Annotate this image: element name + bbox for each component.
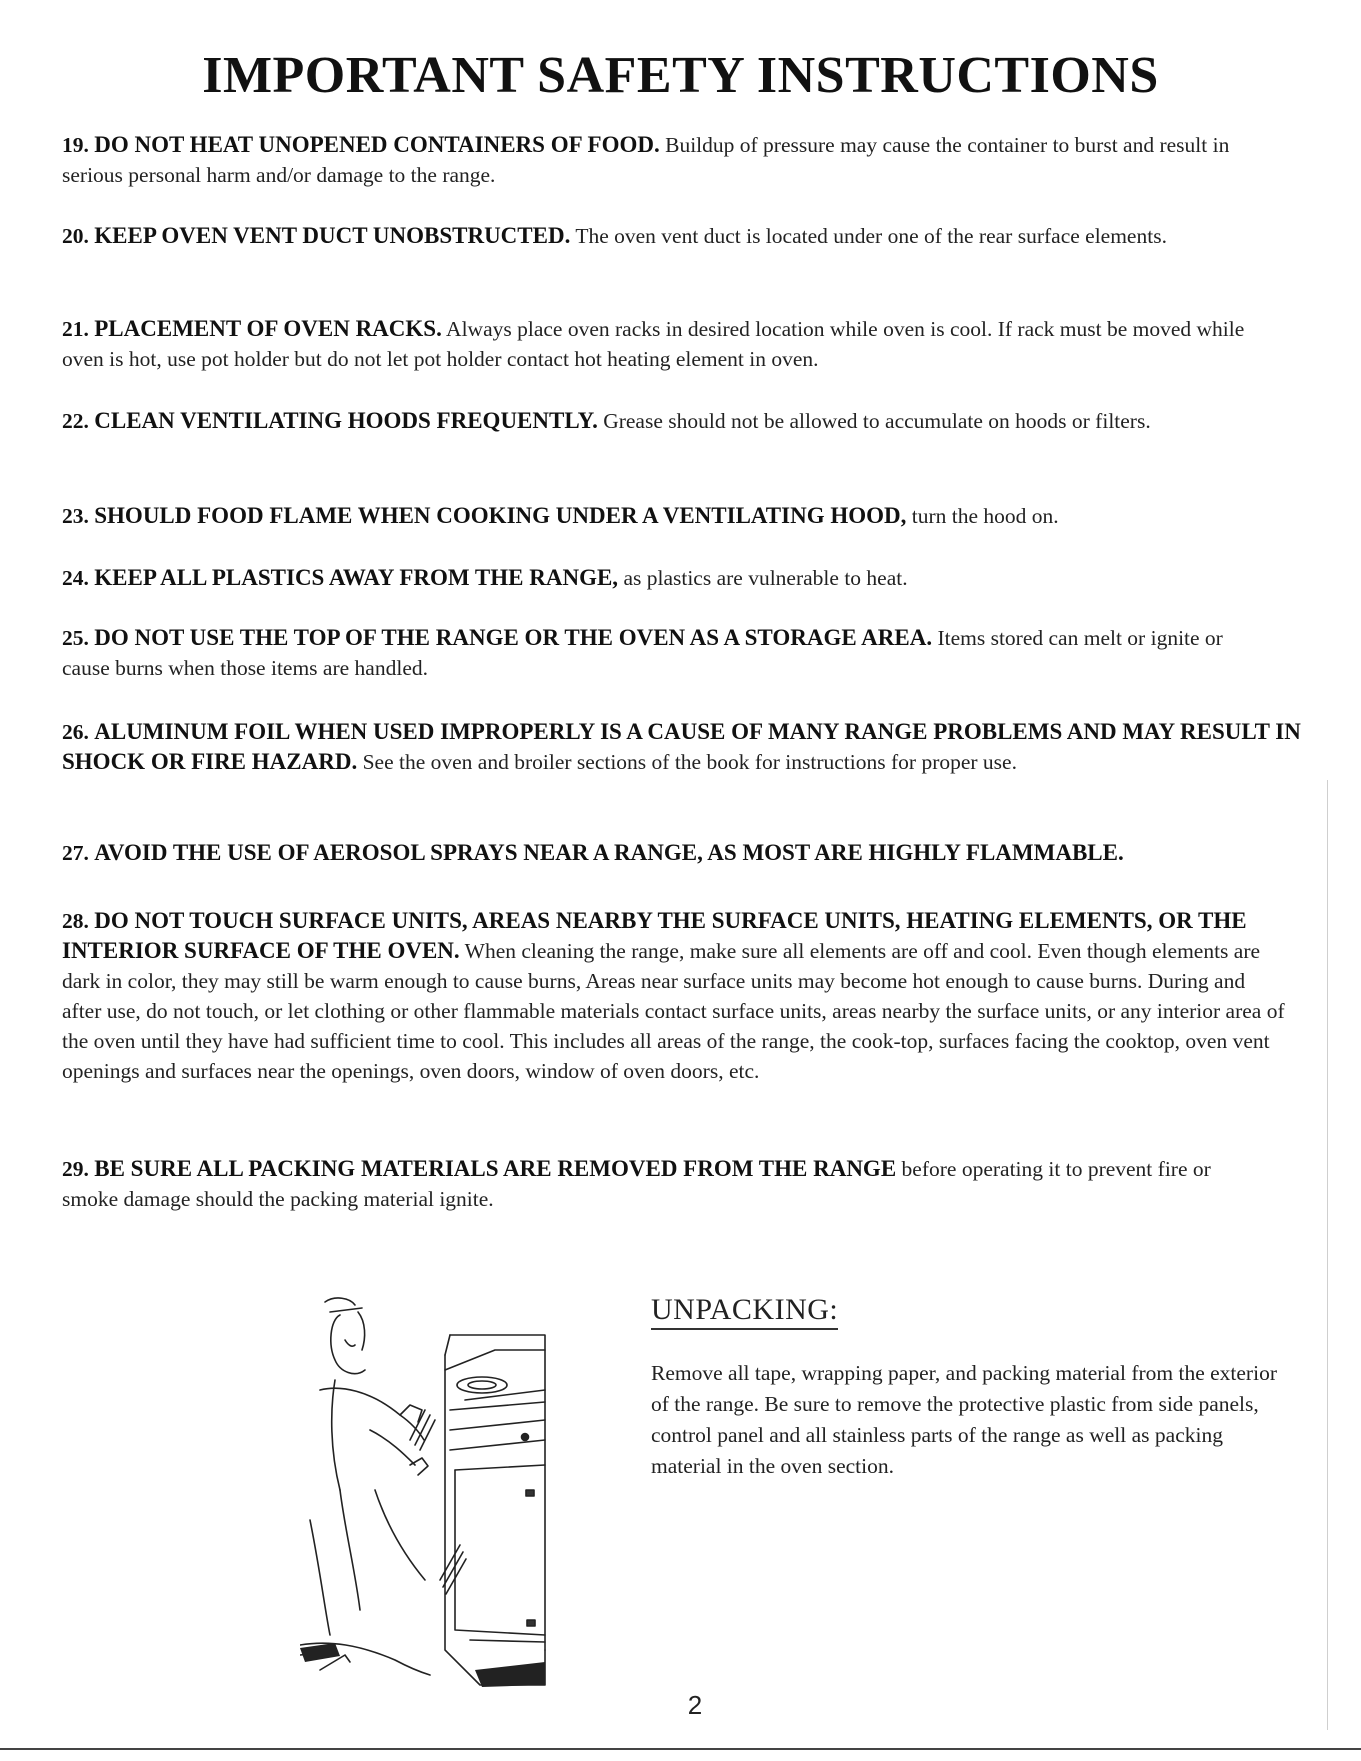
item-body: Grease should not be allowed to accumulate on hoods or filters. (603, 409, 1151, 433)
item-number: 27. (62, 841, 89, 865)
safety-item-27 (62, 838, 1322, 868)
item-body: before operating it to prevent fire or smoke damage should the packing material ignite. (62, 1157, 1211, 1211)
item-lead: KEEP OVEN VENT DUCT UNOBSTRUCTED. (94, 223, 571, 248)
item-lead: ALUMINUM FOIL WHEN USED IMPROPERLY IS A CAUSE OF MANY RANGE PROBLEMS AND MAY RESULT IN SHOCK OR FIRE HAZARD. (62, 719, 1301, 774)
safety-item-24 (62, 563, 1292, 593)
unpacking-illustration (300, 1290, 580, 1690)
item-number: 29. (62, 1157, 89, 1181)
item-number: 26. (62, 720, 89, 744)
safety-item-28 (62, 906, 1287, 1086)
item-number: 22. (62, 409, 89, 433)
page-title: IMPORTANT SAFETY INSTRUCTIONS (202, 47, 1159, 104)
item-lead: PLACEMENT OF OVEN RACKS. (94, 316, 442, 341)
item-lead: DO NOT TOUCH SURFACE UNITS, AREAS NEARBY THE SURFACE UNITS, HEATING ELEMENTS, OR THE INTERIOR SURFACE OF THE OVEN. (62, 908, 1247, 963)
item-lead: BE SURE ALL PACKING MATERIALS ARE REMOVED FROM THE RANGE (94, 1156, 897, 1181)
item-lead: CLEAN VENTILATING HOODS FREQUENTLY. (94, 408, 598, 433)
item-body: Items stored can melt or ignite or cause burns when those items are handled. (62, 626, 1223, 680)
item-body: See the oven and broiler sections of the book for instructions for proper use. (362, 750, 1017, 774)
item-number: 20. (62, 224, 89, 248)
safety-item-19 (62, 130, 1252, 190)
item-lead: DO NOT HEAT UNOPENED CONTAINERS OF FOOD. (94, 132, 660, 157)
unpacking-body: Remove all tape, wrapping paper, and packing material from the exterior of the range. Be sure to remove the protective plastic from side panels, control panel and all stainless parts of the range as well as packing material in the oven section. (651, 1361, 1277, 1478)
item-body: turn the hood on. (911, 504, 1059, 528)
scan-edge-line (1327, 780, 1328, 1730)
safety-item-22 (62, 406, 1277, 436)
safety-item-26 (62, 717, 1302, 777)
bottom-rule (0, 1748, 1361, 1750)
item-lead: DO NOT USE THE TOP OF THE RANGE OR THE OVEN AS A STORAGE AREA. (94, 625, 933, 650)
item-lead: KEEP ALL PLASTICS AWAY FROM THE RANGE, (94, 565, 619, 590)
control-knob-icon (522, 1434, 529, 1441)
item-lead: SHOULD FOOD FLAME WHEN COOKING UNDER A VENTILATING HOOD, (94, 503, 907, 528)
item-number: 25. (62, 626, 89, 650)
item-body: When cleaning the range, make sure all elements are off and cool. Even though elements are dark in color, they may still be warm enough to cause burns, Areas near surface units may become hot enough to cause burns. During and after use, do not touch, or let clothing or other flammable materials contact surface units, areas nearby the surface units, or any interior area of the oven until they have had sufficient time to cool. This includes all areas of the range, the cook-top, surfaces facing the cooktop, oven vent openings and surfaces near the openings, oven doors, window of oven doors, etc. (62, 939, 1285, 1083)
unpacking-heading: UNPACKING: (651, 1292, 838, 1330)
item-number: 23. (62, 504, 89, 528)
safety-item-25 (62, 623, 1262, 683)
safety-item-21 (62, 314, 1252, 374)
item-number: 24. (62, 566, 89, 590)
item-number: 19. (62, 133, 89, 157)
item-body: The oven vent duct is located under one of the rear surface elements. (575, 224, 1167, 248)
item-body: as plastics are vulnerable to heat. (623, 566, 908, 590)
safety-item-23 (62, 501, 1292, 531)
item-body: Always place oven racks in desired location while oven is cool. If rack must be moved while oven is hot, use pot holder but do not let pot holder contact hot heating element in oven. (62, 317, 1245, 371)
page-number: 2 (687, 1690, 703, 1720)
item-number: 21. (62, 317, 89, 341)
item-body: Buildup of pressure may cause the container to burst and result in serious personal harm and/or damage to the range. (62, 133, 1230, 187)
item-number: 28. (62, 909, 89, 933)
safety-item-29 (62, 1154, 1242, 1214)
safety-item-20 (62, 221, 1252, 251)
item-lead: AVOID THE USE OF AEROSOL SPRAYS NEAR A RANGE, AS MOST ARE HIGHLY FLAMMABLE. (94, 840, 1124, 865)
